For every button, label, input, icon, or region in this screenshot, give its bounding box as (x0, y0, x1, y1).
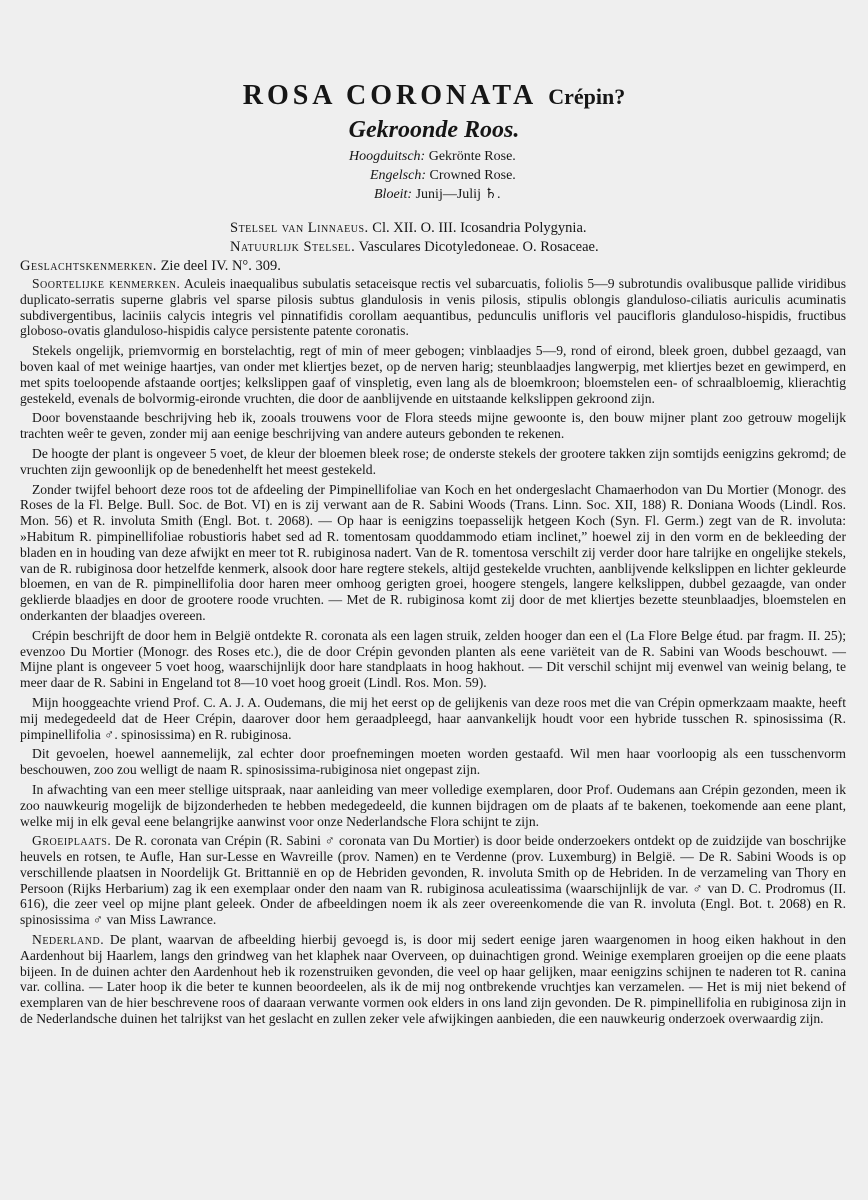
paragraph-label: Soortelijke kenmerken. (32, 276, 181, 291)
vernacular-value: Junij—Julij ♄. (415, 187, 501, 202)
vernacular-label: Bloeit: (374, 187, 413, 202)
linnaeus-value: Cl. XII. O. III. Icosandria Polygynia. (372, 220, 587, 236)
paragraph (20, 482, 846, 624)
paragraph (20, 446, 846, 478)
vernacular-german (349, 149, 516, 165)
body-text (20, 276, 846, 1031)
paragraph-text: Crépin beschrijft de door hem in België ontdekte R. coronata als een lagen struik, zelden hooger dan een el (La Flore Belge étud. par fragm. II. 25); evenzoo Du Mortier (Monogr. des Roses etc.), die de door Crépin gevonden planten als eene variëteit van de R. Sabini van Woods beschouwt. — Mijne plant is ongeveer 5 voet hoog, waarschijnlijk door hare standplaats in hoog hakhout. — Dit verschil schijnt mij evenwel van weinig belang, te meer daar de R. Sabini in Engeland tot 8—10 voet hoog groeit (Lindl. Ros. Mon. 59). (20, 627, 846, 691)
paragraph-description (20, 343, 846, 406)
paragraph-text: De hoogte der plant is ongeveer 5 voet, de kleur der bloemen bleek rose; de onderste stekels der grootere takken zijn somtijds eenigzins gekromd; de vruchten zijn gewoonlijk op de benedenhelft het meest gestekeld. (20, 445, 846, 477)
genus-characters (20, 258, 281, 275)
paragraph-text: In afwachting van een meer stellige uitspraak, naar aanleiding van meer volledige exemplaren, door Prof. Oudemans aan Crépin gezonden, meen ik zoo nauwkeurig mogelijk de bijzonderheden te hebben medegedeeld, die kunnen bijdragen om de plaats af te bakenen, toekomende aan eene plant, welke mij in elk geval eene belangrijke aanwinst voor onze Nederlandsche Flora schijnt te zijn. (20, 781, 846, 829)
linnaeus-system (230, 220, 587, 237)
flowering-period (374, 186, 501, 203)
paragraph-text: Dit gevoelen, hoewel aannemelijk, zal echter door proefnemingen moeten worden gestaafd. Wil men haar voorloopig als een tusschenvorm beschouwen, zoo zou welligt de naam R. spinosissima-rubiginosa niet ongepast zijn. (20, 746, 846, 778)
natural-label: Natuurlijk Stelsel. (230, 239, 356, 255)
vernacular-value: Gekrönte Rose. (428, 149, 516, 164)
title-line (0, 80, 868, 112)
paragraph-habitat (20, 833, 846, 928)
paragraph-text: Door bovenstaande beschrijving heb ik, zooals trouwens voor de Flora steeds mijne gewoonte is, den bouw mijner plant zoo getrouw mogelijk trachten weêr te geven, zonder mij aan eenige beschrijving van andere auteurs gebonden te rekenen. (20, 410, 846, 442)
vernacular-label: Hoogduitsch: (349, 149, 426, 164)
paragraph-label: Groeiplaats. (32, 833, 112, 849)
paragraph-label: Nederland. (32, 932, 105, 948)
vernacular-value: Crowned Rose. (429, 168, 516, 183)
paragraph (20, 410, 846, 442)
natural-value: Vasculares Dicotyledoneae. O. Rosaceae. (358, 239, 599, 255)
paragraph-netherlands (20, 932, 846, 1027)
paragraph-text: De R. coronata van Crépin (R. Sabini ♂ coronata van Du Mortier) is door beide onderzoekers ontdekt op de zuidzijde van boschrijke heuvels en rotsen, te Aufle, Han sur-Lesse en Wavreille (prov. Namen) en te Verdenne (prov. Luxemburg) in België. — De R. Sabini Woods is op verschillende plaatsen in Noordelijk Gt. Brittannië en op de Hebriden gevonden, R. involuta Smith op de Hebriden. In de verzameling van Thory en Persoon (Rijks Herbarium) zag ik een exemplaar onder den naam van R. rubiginosa aculeatissima (waarschijnlijk de var. ♂ van D. C. Prodromus (II. 616), die zeer veel op mijne plant geleek. Onder de afbeeldingen noem ik als zeer overeenkomende die van R. involuta (Engl. Bot. t. 2068) en R. spinosissima ♂ van Miss Lawrance. (20, 833, 846, 928)
latin-name: ROSA CORONATA (242, 80, 538, 111)
genus-value: Zie deel IV. N°. 309. (160, 258, 281, 274)
vernacular-english (370, 168, 516, 184)
paragraph (20, 695, 846, 742)
paragraph (20, 782, 846, 829)
linnaeus-label: Stelsel van Linnaeus. (230, 220, 369, 236)
paragraph (20, 746, 846, 778)
author-name: Crépin? (548, 84, 626, 109)
paragraph-text: Mijn hooggeachte vriend Prof. C. A. J. A. Oudemans, die mij het eerst op de gelijkenis van deze roos met die van Crépin opmerkzaam maakte, heeft mij medegedeeld dat de Heer Crépin, daarover door hem geraadpleegd, haar aanvankelijk houdt voor een hybride tusschen R. spinosissima (R. pimpinellifolia ♂. spinosissima) en R. rubiginosa. (20, 694, 846, 742)
natural-system (230, 239, 599, 256)
paragraph-text: Zonder twijfel behoort deze roos tot de afdeeling der Pimpinellifoliae van Koch en het ondergeslacht Chamaerhodon van Du Mortier (Monogr. des Roses de la Fl. Belge. Bull. Soc. de Bot. VI) en is zij verwant aan de R. Sabini Woods (Trans. Linn. Soc. XII, 188) R. Doniana Woods (Lindl. Ros. Mon. 56) et R. involuta Smith (Engl. Bot. t. 2068). — Op haar is eenigzins toepasselijk hetgeen Koch (Syn. Fl. Germ.) zegt van de R. involuta: »Habitum R. pimpinellifoliae robustioris habet sed ad R. tomentosam quoddammodo etiam inclinet,” hoewel zij in den vorm en de bekleeding der bladen en in houding van deze afwijkt en meer tot R. rubiginosa nadert. Van de R. tomentosa verschilt zij verder door hare talrijke en ongelijke stekels, van de R. rubiginosa door hetzelfde kenmerk, alsook door hare regtere stekels, altijd gestekelde vruchten, aanblijvende kelkslippen en lichter gekleurde bloemen, en van de R. pimpinellifolia door haren meer omhoog gerigten groei, hoogere stengels, langere kelkslippen, dubbel gezaagde, van onder geklierde blaadjes en door de grootere roode vruchten. — Met de R. rubiginosa komt zij door de met kliertjes bezette steunblaadjes, bloemstelen en onderkanten der blaadjes overeen. (20, 481, 846, 623)
paragraph-text: Aculeis inaequalibus subulatis setaceisque rectis vel subarcuatis, foliolis 5—9 subrotundis ovalibusque pallide viridibus duplicato-serratis superne glabris vel sparse pilosis subtus glandulosis in venis pilosis, stipulis oblongis glanduloso-ciliatis auriculis acuminatis subdivergentibus, laciniis calycis integris vel pinnatifidis corollam aequantibus, pedunculis unifloris vel paucifloris glanduloso-hispidis, fructibus globoso-ovatis glanduloso-hispidis calyce persistente patente coronatis. (20, 276, 846, 339)
vernacular-label: Engelsch: (370, 168, 426, 183)
paragraph-text: Stekels ongelijk, priemvormig en borstelachtig, regt of min of meer gebogen; vinblaadjes 5—9, rond of eirond, bleek groen, dubbel gezaagd, van boven kaal of met weinige haartjes, van onder met kliertjes bezet, op de nerven harig; steunblaadjes langwerpig, met kliertjes bezet en gewimperd, en met spits toeloopende afstaande oortjes; kelkslippen gaaf of vinspletig, even lang als de bloemkroon; bloemstelen een- of schraalbloemig, klierachtig gestekeld, evenals de bolvormig-eironde vruchten, die door de aanblijvende en uitstaande kelkslippen gekroond zijn. (20, 343, 846, 406)
paragraph-text: De plant, waarvan de afbeelding hierbij gevoegd is, is door mij sedert eenige jaren waargenomen in hoog eiken hakhout in den Aardenhout bij Haarlem, langs den grindweg van het klaphek naar Overveen, op duinachtigen grond. Weinige exemplaren groeijen op die eene plaats bijeen. In de duinen achter den Aardenhout heb ik rozenstruiken gevonden, die veel op haar gelijken, maar eenigzins schijnen te naderen tot R. canina var. collina. — Later hoop ik die beter te kunnen beoordeelen, als ik de mij nog ontbrekende vruchtjes kan verzamelen. — Het is mij niet bekend of exemplaren van de hier beschrevene roos of daaraan verwante vormen ook elders in ons land zijn gevonden. De R. pimpinellifolia en rubiginosa zijn in de Nederlandsche duinen het talrijkst van het geslacht en zullen zeker vele afwijkingen aanbieden, die een nauwkeurig onderzoek overwaardig zijn. (20, 932, 846, 1027)
paragraph (20, 628, 846, 691)
dutch-name: Gekroonde Roos. (348, 117, 520, 143)
genus-label: Geslachtskenmerken. (20, 258, 157, 274)
paragraph-species-characters (20, 276, 846, 339)
